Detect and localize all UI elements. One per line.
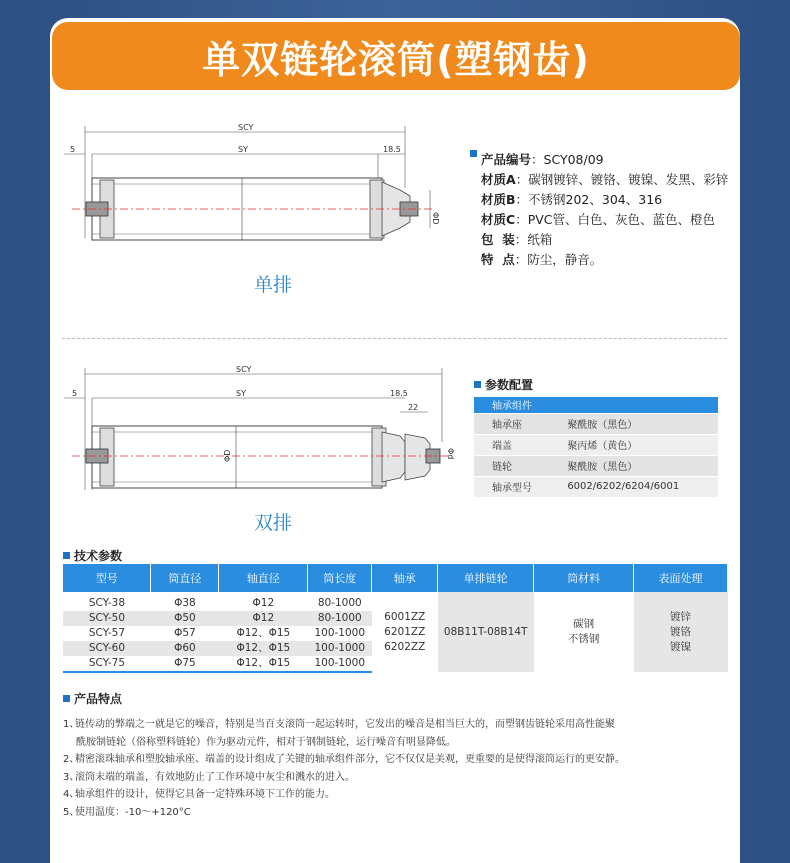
features-list bbox=[63, 716, 728, 821]
table-row: SCY-75 Φ75 Φ12、Φ15 100-1000 bbox=[63, 656, 728, 672]
dim-sy: SY bbox=[236, 389, 246, 398]
product-code-row bbox=[470, 150, 728, 170]
single-roller-drawing bbox=[60, 118, 450, 248]
surface-cell: 镀锌 镀铬 镀镍 bbox=[634, 592, 728, 672]
dim-dia: ΦD bbox=[223, 449, 232, 462]
params-table bbox=[474, 397, 718, 498]
square-bullet-icon bbox=[63, 695, 70, 702]
list-item: 5、 使用温度：-10～+120°C bbox=[63, 806, 191, 818]
dim-scy: SCY bbox=[236, 365, 252, 374]
spec-row: 材质A ：碳钢镀锌、镀铬、镀镍、发黑、彩锌 bbox=[481, 172, 729, 187]
spec-row: 包 装 ：纸箱 bbox=[481, 232, 553, 247]
table-row: SCY-57 Φ57 Φ12、Φ15 100-1000 bbox=[88, 627, 366, 639]
dim-5: 5 bbox=[70, 145, 76, 154]
product-specs bbox=[470, 150, 728, 270]
spec-row: 材质B ：不锈钢202、304、316 bbox=[481, 192, 663, 207]
list-item: 1、 链传动的弊端之一就是它的噪音，特别是当百支滚筒一起运转时，它发出的噪音是相当巨大的，而塑钢齿链轮采用高性能聚 bbox=[63, 719, 615, 730]
params-title: 参数配置 bbox=[474, 376, 533, 393]
dim-sy: SY bbox=[238, 145, 248, 154]
table-row: 端盖 聚丙烯（黄色） bbox=[474, 434, 718, 455]
list-item: 3、 滚筒末端的端盖，有效地防止了工作环境中灰尘和溅水的进入。 bbox=[63, 771, 355, 783]
tech-table bbox=[63, 564, 728, 673]
list-item-continuation: 酰胺制链轮（俗称塑料链轮）作为驱动元件，相对于钢制链轮，运行噪音有明显降低。 bbox=[76, 736, 456, 748]
table-row: SCY-50 Φ50 Φ12 80-1000 bbox=[63, 611, 728, 626]
dim-dia: ΦD bbox=[431, 212, 440, 225]
dim-dia-small: Φd bbox=[446, 448, 455, 460]
square-bullet-icon bbox=[470, 150, 477, 157]
tech-title: 技术参数 bbox=[63, 547, 122, 564]
sprocket-cell: 08B11T-08B14T bbox=[438, 592, 534, 672]
product-code-value: ：SCY08/09 bbox=[531, 152, 604, 167]
caption-single: 单排 bbox=[254, 274, 293, 296]
list-item: 2、 精密滚珠轴承和塑胶轴承座、端盖的设计组成了关键的轴承组件部分，它不仅仅是美观，更重要的是使得滚筒运行的更安静。 bbox=[63, 754, 625, 765]
page-title: 单双链轮滚筒(塑钢齿) bbox=[202, 37, 590, 82]
dim-18-5: 18.5 bbox=[390, 389, 408, 398]
dim-18-5: 18.5 bbox=[383, 145, 401, 154]
params-header-row: 轴承组件 bbox=[474, 397, 718, 413]
square-bullet-icon bbox=[63, 552, 70, 559]
table-row: 链轮 聚酰胺（黑色） bbox=[474, 455, 718, 476]
table-row: 轴承型号 6002/6202/6204/6001 bbox=[474, 476, 718, 497]
product-code-label: 产品编号 bbox=[481, 152, 532, 167]
list-item: 4、 轴承组件的设计，使得它具备一定特殊环境下工作的能力。 bbox=[63, 789, 335, 800]
square-bullet-icon bbox=[474, 381, 481, 388]
tech-header-row: 型号 筒直径 轴直径 筒长度 轴承 单排链轮 筒材料 表面处理 bbox=[63, 564, 728, 592]
dim-22: 22 bbox=[408, 403, 419, 412]
table-row: 轴承座 聚酰胺（黑色） bbox=[474, 413, 718, 434]
caption-double: 双排 bbox=[254, 512, 293, 534]
title-banner bbox=[52, 22, 740, 90]
material-cell: 碳钢 不锈钢 bbox=[567, 618, 600, 645]
features-title: 产品特点 bbox=[63, 690, 122, 707]
spec-row: 特 点 ：防尘，静音。 bbox=[481, 252, 603, 267]
dim-5: 5 bbox=[72, 389, 78, 398]
table-row: SCY-60 Φ60 Φ12、Φ15 100-1000 bbox=[63, 641, 728, 656]
dim-scy: SCY bbox=[238, 123, 254, 132]
table-row: SCY-38 Φ38 Φ12 80-1000 6001ZZ 6201ZZ 6202ZZ 08B11T-08B14T 碳钢 不锈钢 镀锌 镀铬 镀镍 bbox=[63, 592, 728, 611]
double-roller-drawing bbox=[60, 362, 460, 502]
dashed-divider bbox=[62, 338, 727, 339]
bearing-cell: 6001ZZ 6201ZZ 6202ZZ bbox=[384, 610, 426, 653]
spec-row: 材质C ：PVC管、白色、灰色、蓝色、橙色 bbox=[481, 212, 716, 227]
